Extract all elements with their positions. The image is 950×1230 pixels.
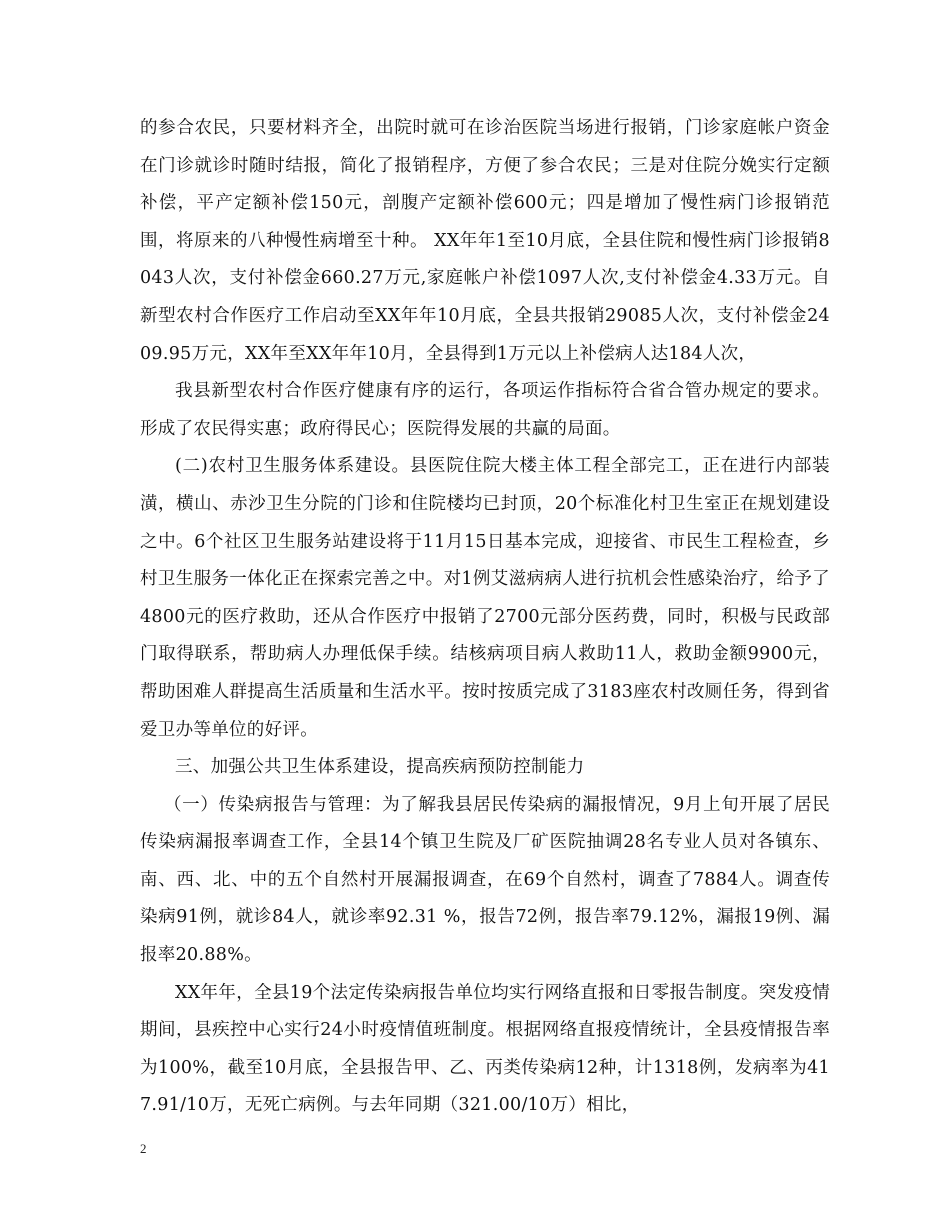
- section-heading-public-health: 三、加强公共卫生体系建设，提高疾病预防控制能力: [175, 757, 585, 778]
- paragraph-cooperative-summary: 我县新型农村合作医疗健康有序的运行，各项运作指标符合省合管办规定的要求。形成了农民得实惠；政府得民心；医院得发展的共赢的局面。: [140, 381, 830, 439]
- paragraph-network-direct-report: XX年年，全县19个法定传染病报告单位均实行网络直报和日零报告制度。突发疫情期间，县疾控中心实行24小时疫情值班制度。根据网络直报疫情统计，全县疫情报告率为100%，截至10月底，全县报告甲、乙、丙类传染病12种，计1318例，发病率为417.91/10万，无死亡病例。与去年同期（321.00/10万）相比，: [140, 982, 830, 1116]
- paragraph-infectious-disease-report: （一）传染病报告与管理：为了解我县居民传染病的漏报情况，9月上旬开展了居民传染病漏报率调查工作，全县14个镇卫生院及厂矿医院抽调28名专业人员对各镇东、南、西、北、中的五个自然村开展漏报调查，在69个自然村，调查了7884人。调查传染病91例，就诊84人，就诊率92.31 %，报告72例，报告率79.12%，漏报19例、漏报率20.88%。: [140, 794, 830, 966]
- page-number: 2: [140, 1141, 147, 1156]
- document-page: [140, 110, 830, 1125]
- paragraph-reimbursement: 的参合农民，只要材料齐全，出院时就可在诊治医院当场进行报销，门诊家庭帐户资金在门诊就诊时随时结报，简化了报销程序，方便了参合农民；三是对住院分娩实行定额补偿，平产定额补偿150元，剖腹产定额补偿600元；四是增加了慢性病门诊报销范围，将原来的八种慢性病增至十种。 XX年年1至10月底，全县住院和慢性病门诊报销8043人次，支付补偿金660.27万元,家庭帐户补偿1097人次,支付补偿金4.33万元。自新型农村合作医疗工作启动至XX年年10月底，全县共报销29085人次，支付补偿金2409.95万元，XX年至XX年年10月，全县得到1万元以上补偿病人达184人次，: [140, 118, 830, 364]
- paragraph-rural-health-service: (二)农村卫生服务体系建设。县医院住院大楼主体工程全部完工，正在进行内部装潢，横山、赤沙卫生分院的门诊和住院楼均已封顶，20个标准化村卫生室正在规划建设之中。6个社区卫生服务站建设将于11月15日基本完成，迎接省、市民生工程检查，乡村卫生服务一体化正在探索完善之中。对1例艾滋病病人进行抗机会性感染治疗，给予了4800元的医疗救助，还从合作医疗中报销了2700元部分医药费，同时，积极与民政部门取得联系，帮助病人办理低保手续。结核病项目病人救助11人，救助金额9900元，帮助困难人群提高生活质量和生活水平。按时按质完成了3183座农村改厕任务，得到省爱卫办等单位的好评。: [140, 456, 830, 740]
